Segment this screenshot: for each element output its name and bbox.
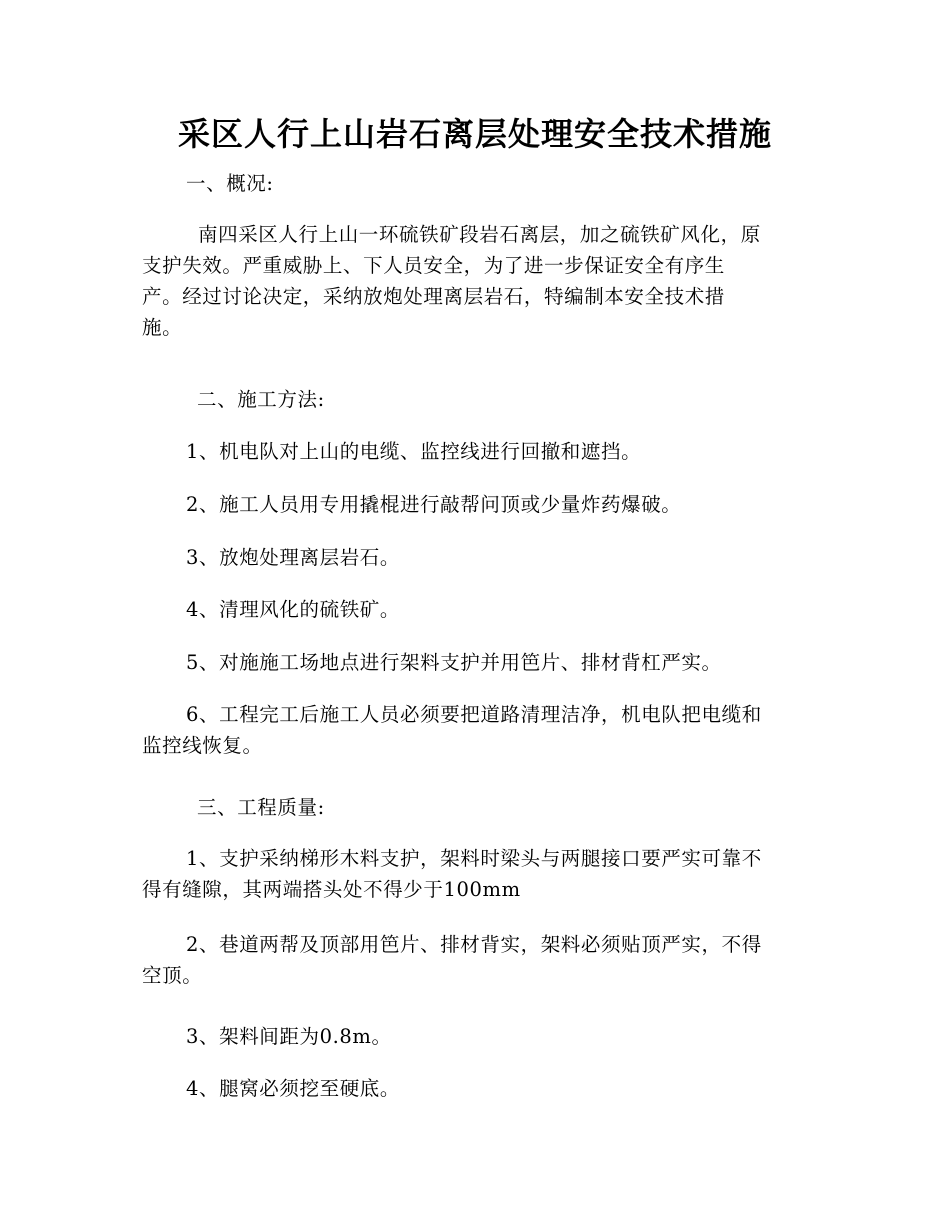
list-item: 4、清理风化的硫铁矿。 bbox=[186, 598, 401, 621]
paragraph-line: 6、工程完工后施工人员必须要把道路清理洁净，机电队把电缆和 bbox=[186, 703, 762, 726]
paragraph-line: 2、巷道两帮及顶部用笆片、排材背实，架料必须贴顶严实，不得 bbox=[186, 933, 762, 956]
paragraph-line: 空顶。 bbox=[142, 964, 203, 987]
list-item-multiline bbox=[142, 699, 810, 761]
section-heading-quality: 三、工程质量: bbox=[197, 796, 325, 819]
list-item: 4、腿窝必须挖至硬底。 bbox=[186, 1077, 401, 1100]
paragraph-line: 南四采区人行上山一环硫铁矿段岩石离层，加之硫铁矿风化，原 bbox=[198, 223, 761, 246]
list-item-multiline bbox=[142, 929, 810, 991]
list-item: 3、放炮处理离层岩石。 bbox=[186, 546, 401, 569]
list-item-multiline bbox=[142, 843, 810, 905]
paragraph-line: 监控线恢复。 bbox=[142, 734, 263, 757]
list-item: 1、机电队对上山的电缆、监控线进行回撤和遮挡。 bbox=[186, 440, 642, 463]
list-item: 5、对施施工场地点进行架料支护并用笆片、排材背杠严实。 bbox=[186, 651, 722, 674]
paragraph-line: 支护失效。严重威胁上、下人员安全，为了进一步保证安全有序生 bbox=[142, 254, 725, 277]
paragraph-line: 1、支护采纳梯形木料支护，架料时梁头与两腿接口要严实可靠不 bbox=[186, 847, 762, 870]
paragraph-line: 施。 bbox=[142, 316, 183, 339]
document-title: 采区人行上山岩石离层处理安全技术措施 bbox=[177, 115, 772, 153]
section-heading-overview: 一、概况: bbox=[186, 172, 274, 195]
section-heading-construction-method: 二、施工方法: bbox=[197, 388, 325, 411]
paragraph-line: 产。经过讨论决定，采纳放炮处理离层岩石，特编制本安全技术措 bbox=[142, 285, 725, 308]
list-item: 3、架料间距为0.8m。 bbox=[186, 1025, 392, 1048]
overview-paragraph bbox=[142, 219, 810, 343]
paragraph-line: 得有缝隙，其两端搭头处不得少于100mm bbox=[142, 878, 521, 901]
list-item: 2、施工人员用专用撬棍进行敲帮问顶或少量炸药爆破。 bbox=[186, 493, 682, 516]
